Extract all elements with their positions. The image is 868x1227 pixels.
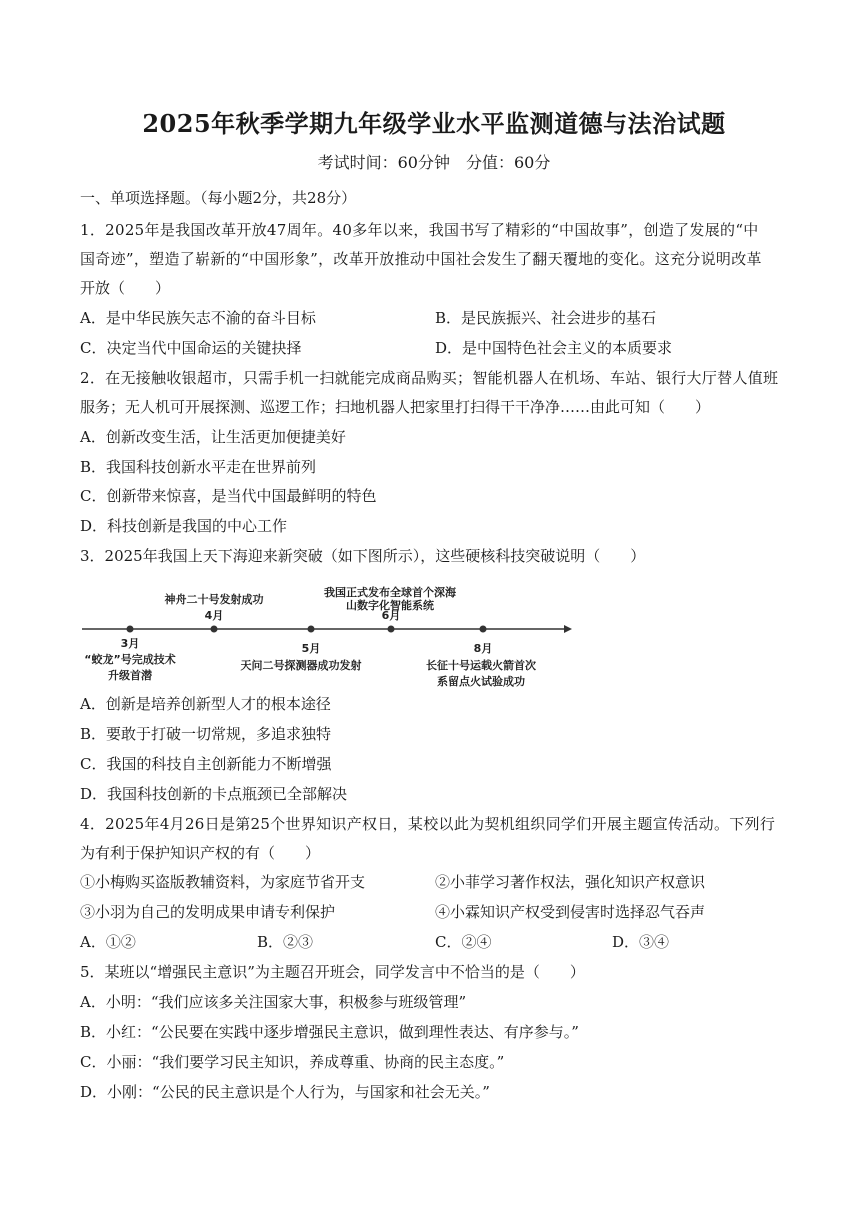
tl-month-mar: 3月 <box>120 637 140 650</box>
q2-option-d: D．科技创新是我国的中心工作 <box>80 517 288 535</box>
q1-option-a: A．是中华民族矢志不渝的奋斗目标 <box>80 309 316 327</box>
q2-stem-line-1: 2．在无接触收银超市，只需手机一扫就能完成商品购买；智能机器人在机场、车站、银行大厅替人值班 <box>80 369 779 387</box>
timeline-dot-aug <box>480 626 487 633</box>
q5-option-b: B．小红：“公民要在实践中逐步增强民主意识，做到理性表达、有序参与。” <box>80 1023 579 1041</box>
tl-month-jun: 6月 <box>381 609 401 622</box>
q3-option-b: B．要敢于打破一切常规，多追求独特 <box>80 725 332 743</box>
tl-top-label-1: 神舟二十号发射成功 <box>164 593 264 606</box>
tl-month-may: 5月 <box>301 642 321 655</box>
q4-option-d: D．③④ <box>612 933 670 951</box>
section-heading: 一、单项选择题。（每小题2分，共28分） <box>80 189 357 207</box>
q2-stem-line-2: 服务；无人机可开展探测、巡逻工作；扫地机器人把家里打扫得干干净净……由此可知（ ） <box>80 398 711 416</box>
exam-subtitle: 考试时间：60分钟 分值：60分 <box>317 153 551 172</box>
q1-stem-line-1: 1．2025年是我国改革开放47周年。40多年以来，我国书写了精彩的“中国故事”，创造了发展的“中 <box>80 221 759 239</box>
q4-statement-4: ④小霖知识产权受到侵害时选择忍气吞声 <box>435 903 706 921</box>
exam-title: 2025年秋季学期九年级学业水平监测道德与法治试题 <box>142 109 726 138</box>
timeline-dot-apr <box>211 626 218 633</box>
q3-timeline-figure <box>78 585 578 695</box>
q4-stem-line-1: 4．2025年4月26日是第25个世界知识产权日，某校以此为契机组织同学们开展主题宣传活动。下列行 <box>80 815 776 833</box>
q1-option-b: B．是民族振兴、社会进步的基石 <box>435 309 657 327</box>
q4-statement-1: ①小梅购买盗版教辅资料，为家庭节省开支 <box>80 873 366 891</box>
tl-month-aug: 8月 <box>473 642 493 655</box>
q4-statement-3: ③小羽为自己的发明成果申请专利保护 <box>80 903 336 921</box>
q3-option-a: A．创新是培养创新型人才的根本途径 <box>80 695 331 713</box>
tl-bottom-label-5: 系留点火试验成功 <box>437 675 525 688</box>
q2-option-c: C．创新带来惊喜，是当代中国最鲜明的特色 <box>80 487 377 505</box>
tl-month-apr: 4月 <box>204 609 224 622</box>
q5-stem: 5．某班以“增强民主意识”为主题召开班会，同学发言中不恰当的是（ ） <box>80 963 585 981</box>
q4-option-a: A．①② <box>80 933 136 951</box>
timeline-dot-jun <box>388 626 395 633</box>
tl-top-label-2: 我国正式发布全球首个深海 <box>324 586 456 599</box>
q2-option-b: B．我国科技创新水平走在世界前列 <box>80 458 317 476</box>
q1-stem-line-3: 开放（ ） <box>80 279 171 297</box>
q3-stem: 3．2025年我国上天下海迎来新突破（如下图所示），这些硬核科技突破说明（ ） <box>80 547 646 565</box>
timeline-arrow-icon <box>564 625 572 633</box>
tl-bottom-label-4: 长征十号运载火箭首次 <box>426 659 536 672</box>
q1-stem-line-2: 国奇迹”，塑造了崭新的“中国形象”，改革开放推动中国社会发生了翻天覆地的变化。这充分说明改革 <box>80 250 762 268</box>
q4-option-b: B．②③ <box>257 933 314 951</box>
q5-option-d: D．小刚：“公民的民主意识是个人行为，与国家和社会无关。” <box>80 1083 490 1101</box>
q5-option-c: C．小丽：“我们要学习民主知识，养成尊重、协商的民主态度。” <box>80 1053 505 1071</box>
q3-option-c: C．我国的科技自主创新能力不断增强 <box>80 755 332 773</box>
tl-bottom-label-3: 天问二号探测器成功发射 <box>240 659 362 672</box>
q1-option-d: D．是中国特色社会主义的本质要求 <box>435 339 673 357</box>
timeline-dot-mar <box>127 626 134 633</box>
q4-stem-line-2: 为有利于保护知识产权的有（ ） <box>80 844 321 862</box>
q4-option-c: C．②④ <box>435 933 492 951</box>
q1-option-c: C．决定当代中国命运的关键抉择 <box>80 339 302 357</box>
tl-top-label-3: 山数字化智能系统 <box>346 599 434 612</box>
q4-statement-2: ②小菲学习著作权法，强化知识产权意识 <box>435 873 706 891</box>
tl-bottom-label-2: 升级首潜 <box>108 669 152 682</box>
timeline-dot-may <box>308 626 315 633</box>
tl-bottom-label-1: “蛟龙”号完成技术 <box>84 653 176 666</box>
q3-option-d: D．我国科技创新的卡点瓶颈已全部解决 <box>80 785 348 803</box>
q2-option-a: A．创新改变生活，让生活更加便捷美好 <box>80 428 346 446</box>
q5-option-a: A．小明：“我们应该多关注国家大事，积极参与班级管理” <box>80 993 467 1011</box>
